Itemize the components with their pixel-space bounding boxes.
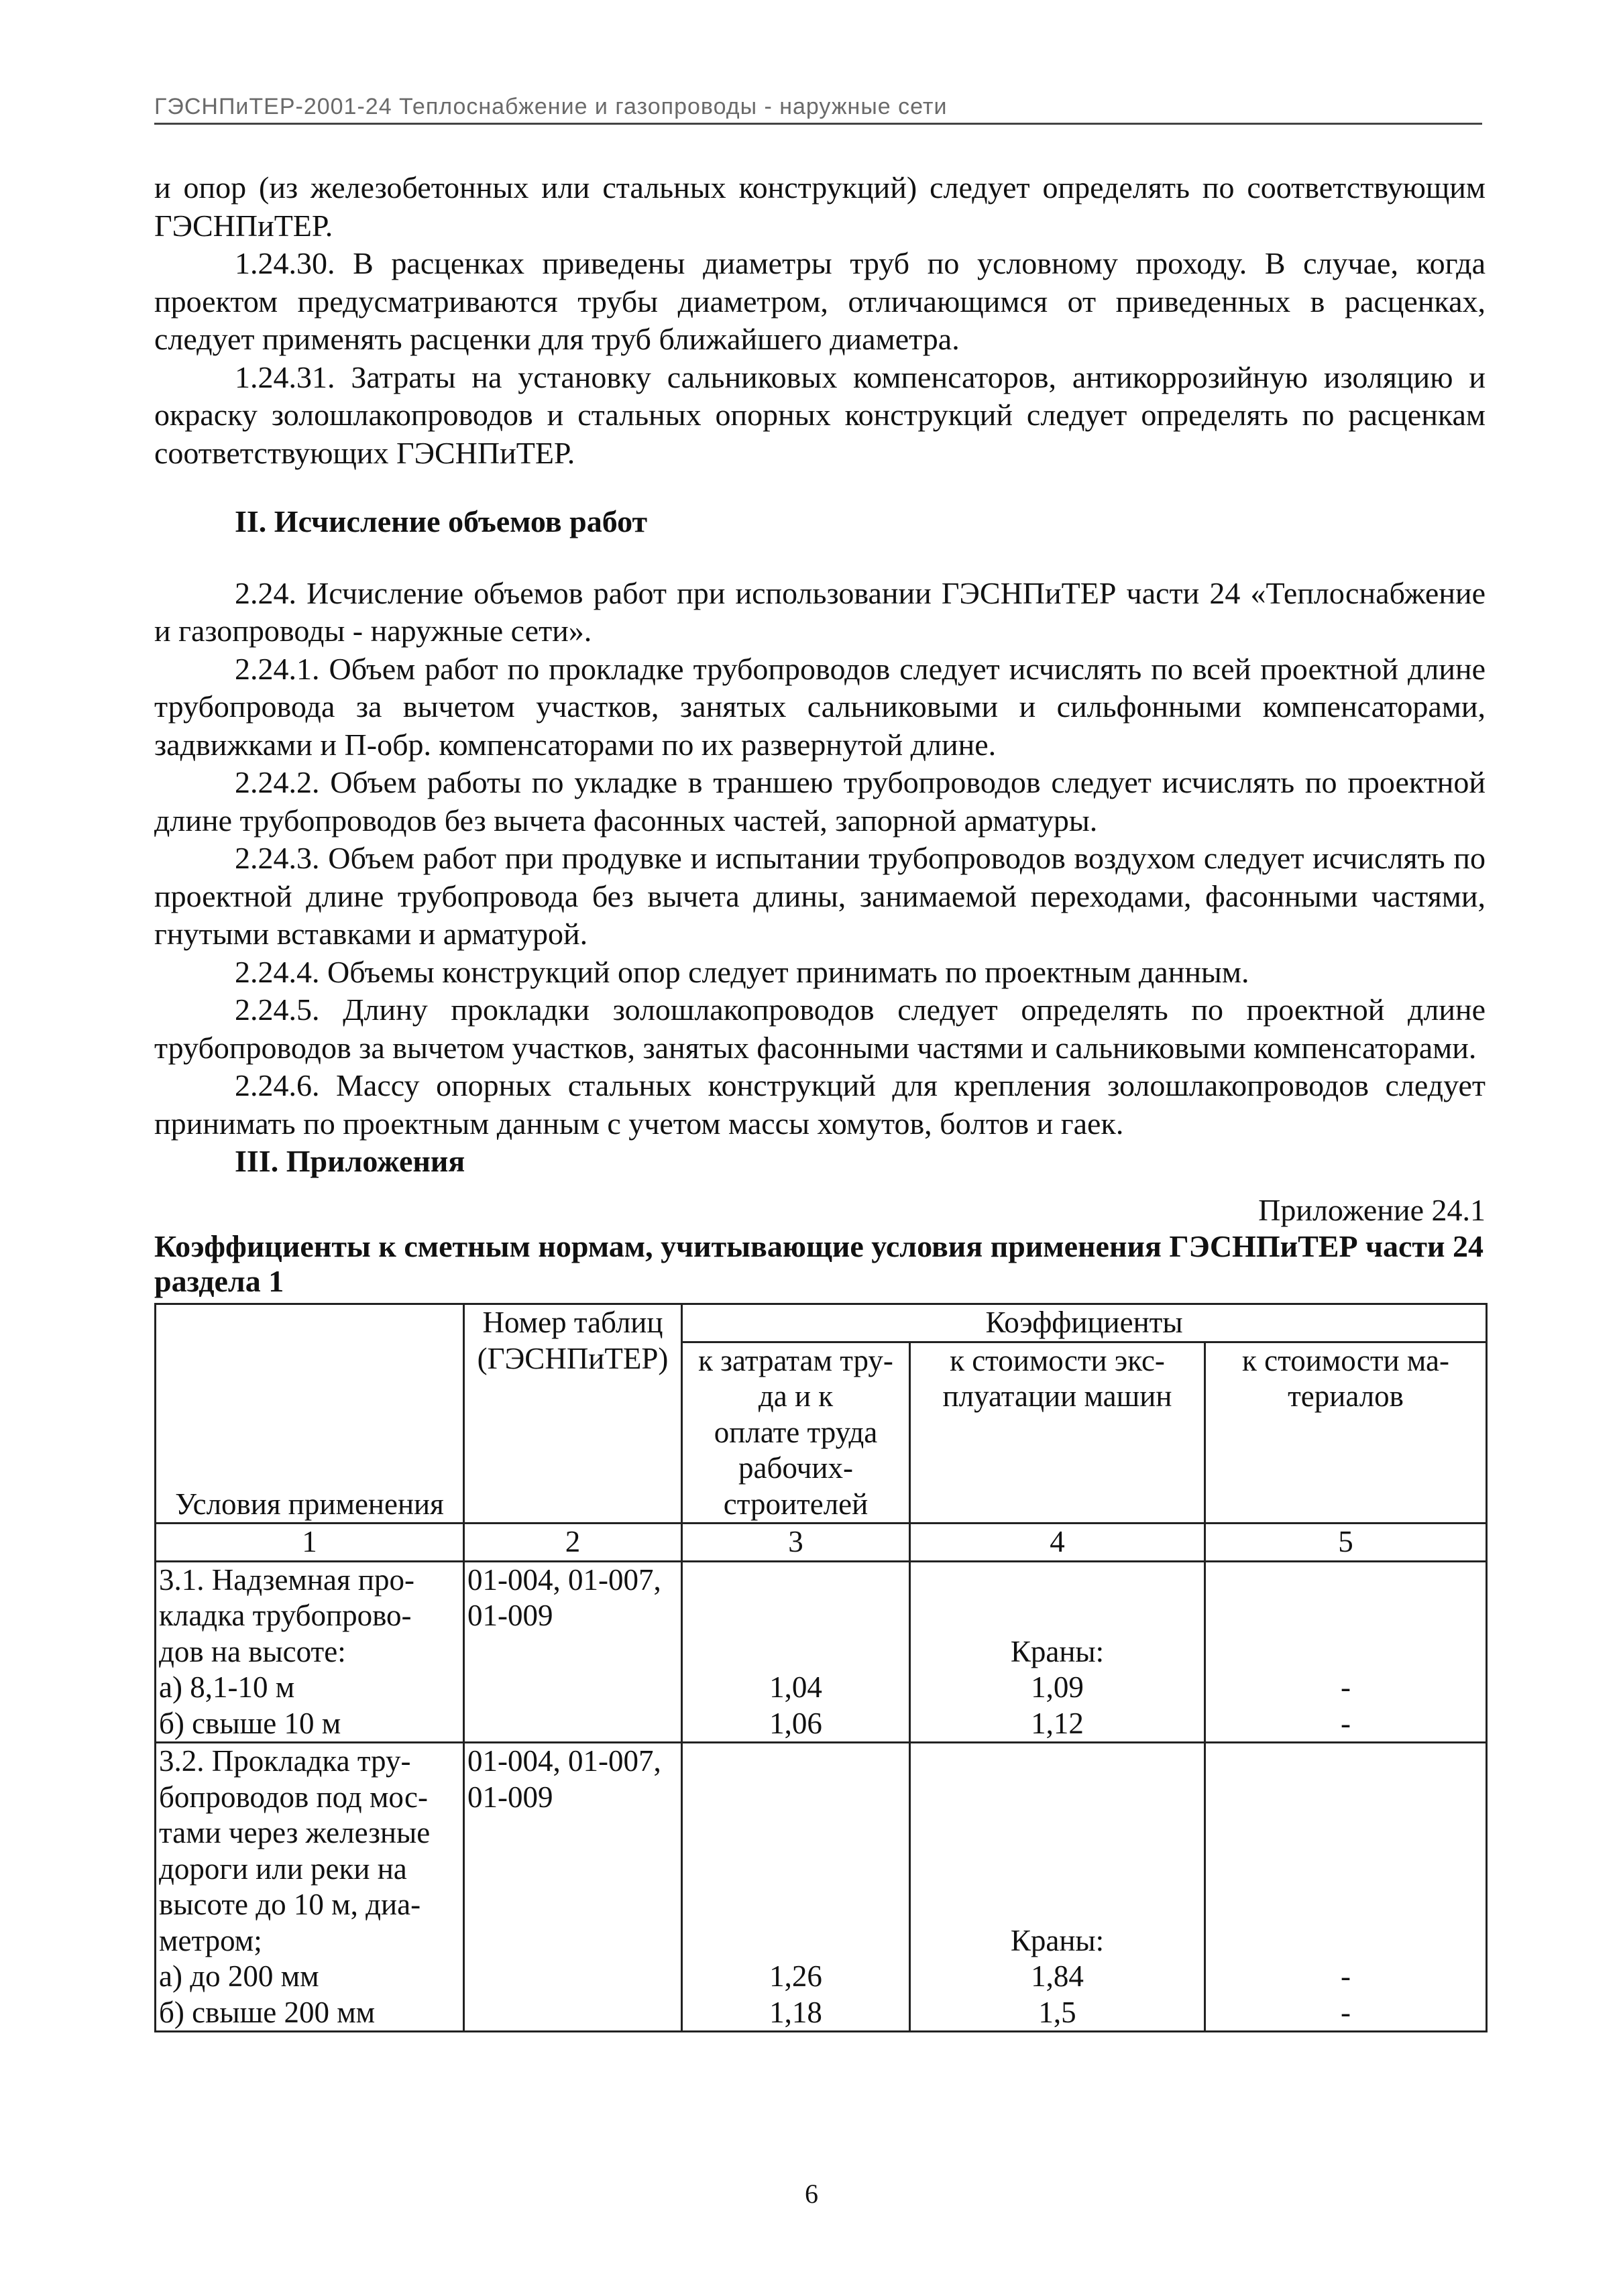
cell-line bbox=[913, 1562, 1201, 1599]
cell-line: б) свыше 10 м bbox=[159, 1706, 341, 1740]
cell-line: Краны: bbox=[1010, 1634, 1105, 1668]
cell-machines-coef bbox=[910, 1743, 1205, 2032]
cell-line: 1,84 bbox=[1031, 1959, 1084, 1993]
cell-line bbox=[467, 1887, 678, 1923]
cell-line bbox=[1209, 1887, 1483, 1923]
cell-line bbox=[685, 1598, 906, 1634]
paragraph: 2.24.6. Массу опорных стальных конструкций для крепления золошлакопроводов следует принимать по проектным данным с учетом массы хомутов, болтов и гаек. bbox=[154, 1068, 1486, 1141]
section-3-title: III. Приложения bbox=[235, 1144, 465, 1178]
paragraph: 2.24. Исчисление объемов работ при использовании ГЭСНПиТЕР части 24 «Теплоснабжение и газопроводы - наружные сети». bbox=[154, 575, 1486, 648]
cell-line bbox=[913, 1815, 1201, 1851]
cell-line bbox=[685, 1815, 906, 1851]
cell-line: б) свыше 200 мм bbox=[159, 1995, 376, 2029]
cell-labor-coef bbox=[682, 1743, 910, 2032]
header-machines bbox=[910, 1342, 1205, 1524]
cell-line: 1,18 bbox=[769, 1995, 822, 2029]
cell-line bbox=[913, 1743, 1201, 1780]
cell-line: - bbox=[1341, 1706, 1351, 1740]
paragraph: 2.24.5. Длину прокладки золошлакопроводов следует определять по проектной длине трубопроводов за вычетом участков, занятых фасонными частями и сальниковыми компенсаторами. bbox=[154, 992, 1486, 1065]
cell-line: - bbox=[1341, 1959, 1351, 1993]
cell-line bbox=[685, 1887, 906, 1923]
cell-table-numbers bbox=[464, 1561, 682, 1743]
cell-line: а) до 200 мм bbox=[159, 1959, 319, 1993]
cell-line: высоте до 10 м, диа- bbox=[159, 1888, 421, 1921]
header-materials bbox=[1205, 1342, 1487, 1524]
table-title: Коэффициенты к сметным нормам, учитывающие условия применения ГЭСНПиТЕР части 24 раздела 1 bbox=[154, 1229, 1484, 1298]
cell-materials-coef bbox=[1205, 1561, 1487, 1743]
cell-line: 1,06 bbox=[769, 1706, 822, 1740]
column-number: 2 bbox=[464, 1524, 682, 1562]
cell-line: 01-009 bbox=[467, 1599, 553, 1632]
cell-line bbox=[467, 1706, 678, 1742]
coefficients-table bbox=[154, 1303, 1488, 2032]
cell-line bbox=[467, 1670, 678, 1706]
cell-conditions bbox=[156, 1743, 464, 2032]
appendix-label: Приложение 24.1 bbox=[1258, 1192, 1486, 1227]
cell-line bbox=[685, 1562, 906, 1599]
cell-line: дов на высоте: bbox=[159, 1634, 346, 1668]
page-number: 6 bbox=[805, 2179, 818, 2209]
cell-line bbox=[685, 1923, 906, 1959]
cell-line bbox=[1209, 1780, 1483, 1816]
cell-line: 3.1. Надземная про- bbox=[159, 1562, 414, 1597]
cell-line: 1,5 bbox=[1038, 1995, 1076, 2029]
cell-line: Краны: bbox=[1010, 1923, 1105, 1957]
cell-line bbox=[913, 1598, 1201, 1634]
cell-line bbox=[467, 1959, 678, 1995]
cell-line: 3.2. Прокладка тру- bbox=[159, 1744, 411, 1778]
cell-line: 1,09 bbox=[1031, 1670, 1084, 1704]
cell-line bbox=[1209, 1634, 1483, 1670]
paragraph: 1.24.30. В расценках приведены диаметры труб по условному проходу. В случае, когда проектом предусматриваются трубы диаметром, отличающимся от приведенных в расценках, следует применять расценки для труб ближайшего диаметра. bbox=[154, 246, 1486, 356]
cell-line: тами через железные bbox=[159, 1816, 431, 1849]
header-table-numbers bbox=[464, 1304, 682, 1524]
cell-line: бопроводов под мос- bbox=[159, 1780, 429, 1814]
cell-line bbox=[1209, 1923, 1483, 1959]
paragraph: 1.24.31. Затраты на установку сальниковых компенсаторов, антикоррозийную изоляцию и окраску золошлакопроводов и стальных опорных конструкций следует определять по расценкам соответствующих ГЭСНПиТЕР. bbox=[154, 359, 1486, 470]
cell-line bbox=[1209, 1743, 1483, 1780]
cell-line bbox=[1209, 1851, 1483, 1888]
cell-line: кладка трубопрово- bbox=[159, 1599, 412, 1632]
cell-machines-coef bbox=[910, 1561, 1205, 1743]
cell-line bbox=[467, 1851, 678, 1888]
header-line: Номер таблиц bbox=[482, 1306, 663, 1339]
header-line: рабочих- bbox=[738, 1451, 853, 1485]
table-row bbox=[156, 1561, 1487, 1743]
header-coefficients: Коэффициенты bbox=[682, 1304, 1487, 1342]
cell-line: - bbox=[1341, 1995, 1351, 2029]
column-number: 4 bbox=[910, 1524, 1205, 1562]
column-number: 3 bbox=[682, 1524, 910, 1562]
cell-line bbox=[1209, 1598, 1483, 1634]
cell-line bbox=[685, 1743, 906, 1780]
cell-line bbox=[685, 1634, 906, 1670]
table-row bbox=[156, 1743, 1487, 2032]
cell-line bbox=[467, 1995, 678, 2031]
cell-line: 01-009 bbox=[467, 1780, 553, 1814]
header-conditions: Условия применения bbox=[156, 1304, 464, 1524]
header-line: оплате труда bbox=[714, 1415, 878, 1449]
cell-line: а) 8,1-10 м bbox=[159, 1670, 295, 1704]
cell-conditions bbox=[156, 1561, 464, 1743]
page-body bbox=[154, 169, 1486, 2032]
cell-materials-coef bbox=[1205, 1743, 1487, 2032]
cell-line: дороги или реки на bbox=[159, 1851, 407, 1886]
header-line: (ГЭСНПиТЕР) bbox=[477, 1341, 669, 1375]
paragraph: 2.24.3. Объем работ при продувке и испытании трубопроводов воздухом следует исчислять по проектной длине трубопровода без вычета длины, занимаемой переходами, фасонными частями, гнутыми вставками и арматурой. bbox=[154, 841, 1486, 951]
cell-line bbox=[467, 1923, 678, 1959]
header-line: к стоимости ма- bbox=[1242, 1343, 1449, 1377]
cell-line: 01-004, 01-007, bbox=[467, 1562, 661, 1597]
cell-labor-coef bbox=[682, 1561, 910, 1743]
cell-line bbox=[685, 1780, 906, 1816]
column-number-row bbox=[156, 1524, 1487, 1562]
column-number: 5 bbox=[1205, 1524, 1487, 1562]
header-line: плуатации машин bbox=[942, 1379, 1172, 1413]
paragraph: 2.24.2. Объем работы по укладке в траншею трубопроводов следует исчислять по проектной длине трубопроводов без вычета фасонных частей, запорной арматуры. bbox=[154, 765, 1486, 838]
cell-table-numbers bbox=[464, 1743, 682, 2032]
cell-line: - bbox=[1341, 1670, 1351, 1704]
cell-line: метром; bbox=[159, 1923, 262, 1957]
cell-line: 1,04 bbox=[769, 1670, 822, 1704]
running-header: ГЭСНПиТЕР-2001-24 Теплоснабжение и газопроводы - наружные сети bbox=[154, 94, 1482, 125]
header-line: к затратам тру- bbox=[698, 1343, 893, 1377]
paragraph: 2.24.1. Объем работ по прокладке трубопроводов следует исчислять по всей проектной длине трубопровода за вычетом участков, занятых сальниковыми и сильфонными компенсаторами, задвижками и П-обр. компенсаторами по их развернутой длине. bbox=[154, 651, 1486, 762]
paragraph: и опор (из железобетонных или стальных конструкций) следует определять по соответствующим ГЭСНПиТЕР. bbox=[154, 170, 1486, 243]
cell-line: 1,12 bbox=[1031, 1706, 1084, 1740]
column-number: 1 bbox=[156, 1524, 464, 1562]
cell-line bbox=[685, 1851, 906, 1888]
header-line: териалов bbox=[1288, 1379, 1404, 1413]
cell-line bbox=[467, 1815, 678, 1851]
header-labor bbox=[682, 1342, 910, 1524]
cell-line: 01-004, 01-007, bbox=[467, 1744, 661, 1778]
cell-line bbox=[913, 1851, 1201, 1888]
cell-line bbox=[913, 1780, 1201, 1816]
cell-line bbox=[1209, 1562, 1483, 1599]
header-line: строителей bbox=[723, 1487, 869, 1521]
paragraph: 2.24.4. Объемы конструкций опор следует принимать по проектным данным. bbox=[235, 954, 1249, 989]
section-2-title: II. Исчисление объемов работ bbox=[235, 504, 648, 538]
table-body bbox=[156, 1561, 1487, 2032]
cell-line bbox=[467, 1634, 678, 1670]
header-line: да и к bbox=[758, 1379, 834, 1413]
cell-line bbox=[913, 1887, 1201, 1923]
header-line: к стоимости экс- bbox=[950, 1343, 1165, 1377]
cell-line: 1,26 bbox=[769, 1959, 822, 1993]
cell-line bbox=[1209, 1815, 1483, 1851]
